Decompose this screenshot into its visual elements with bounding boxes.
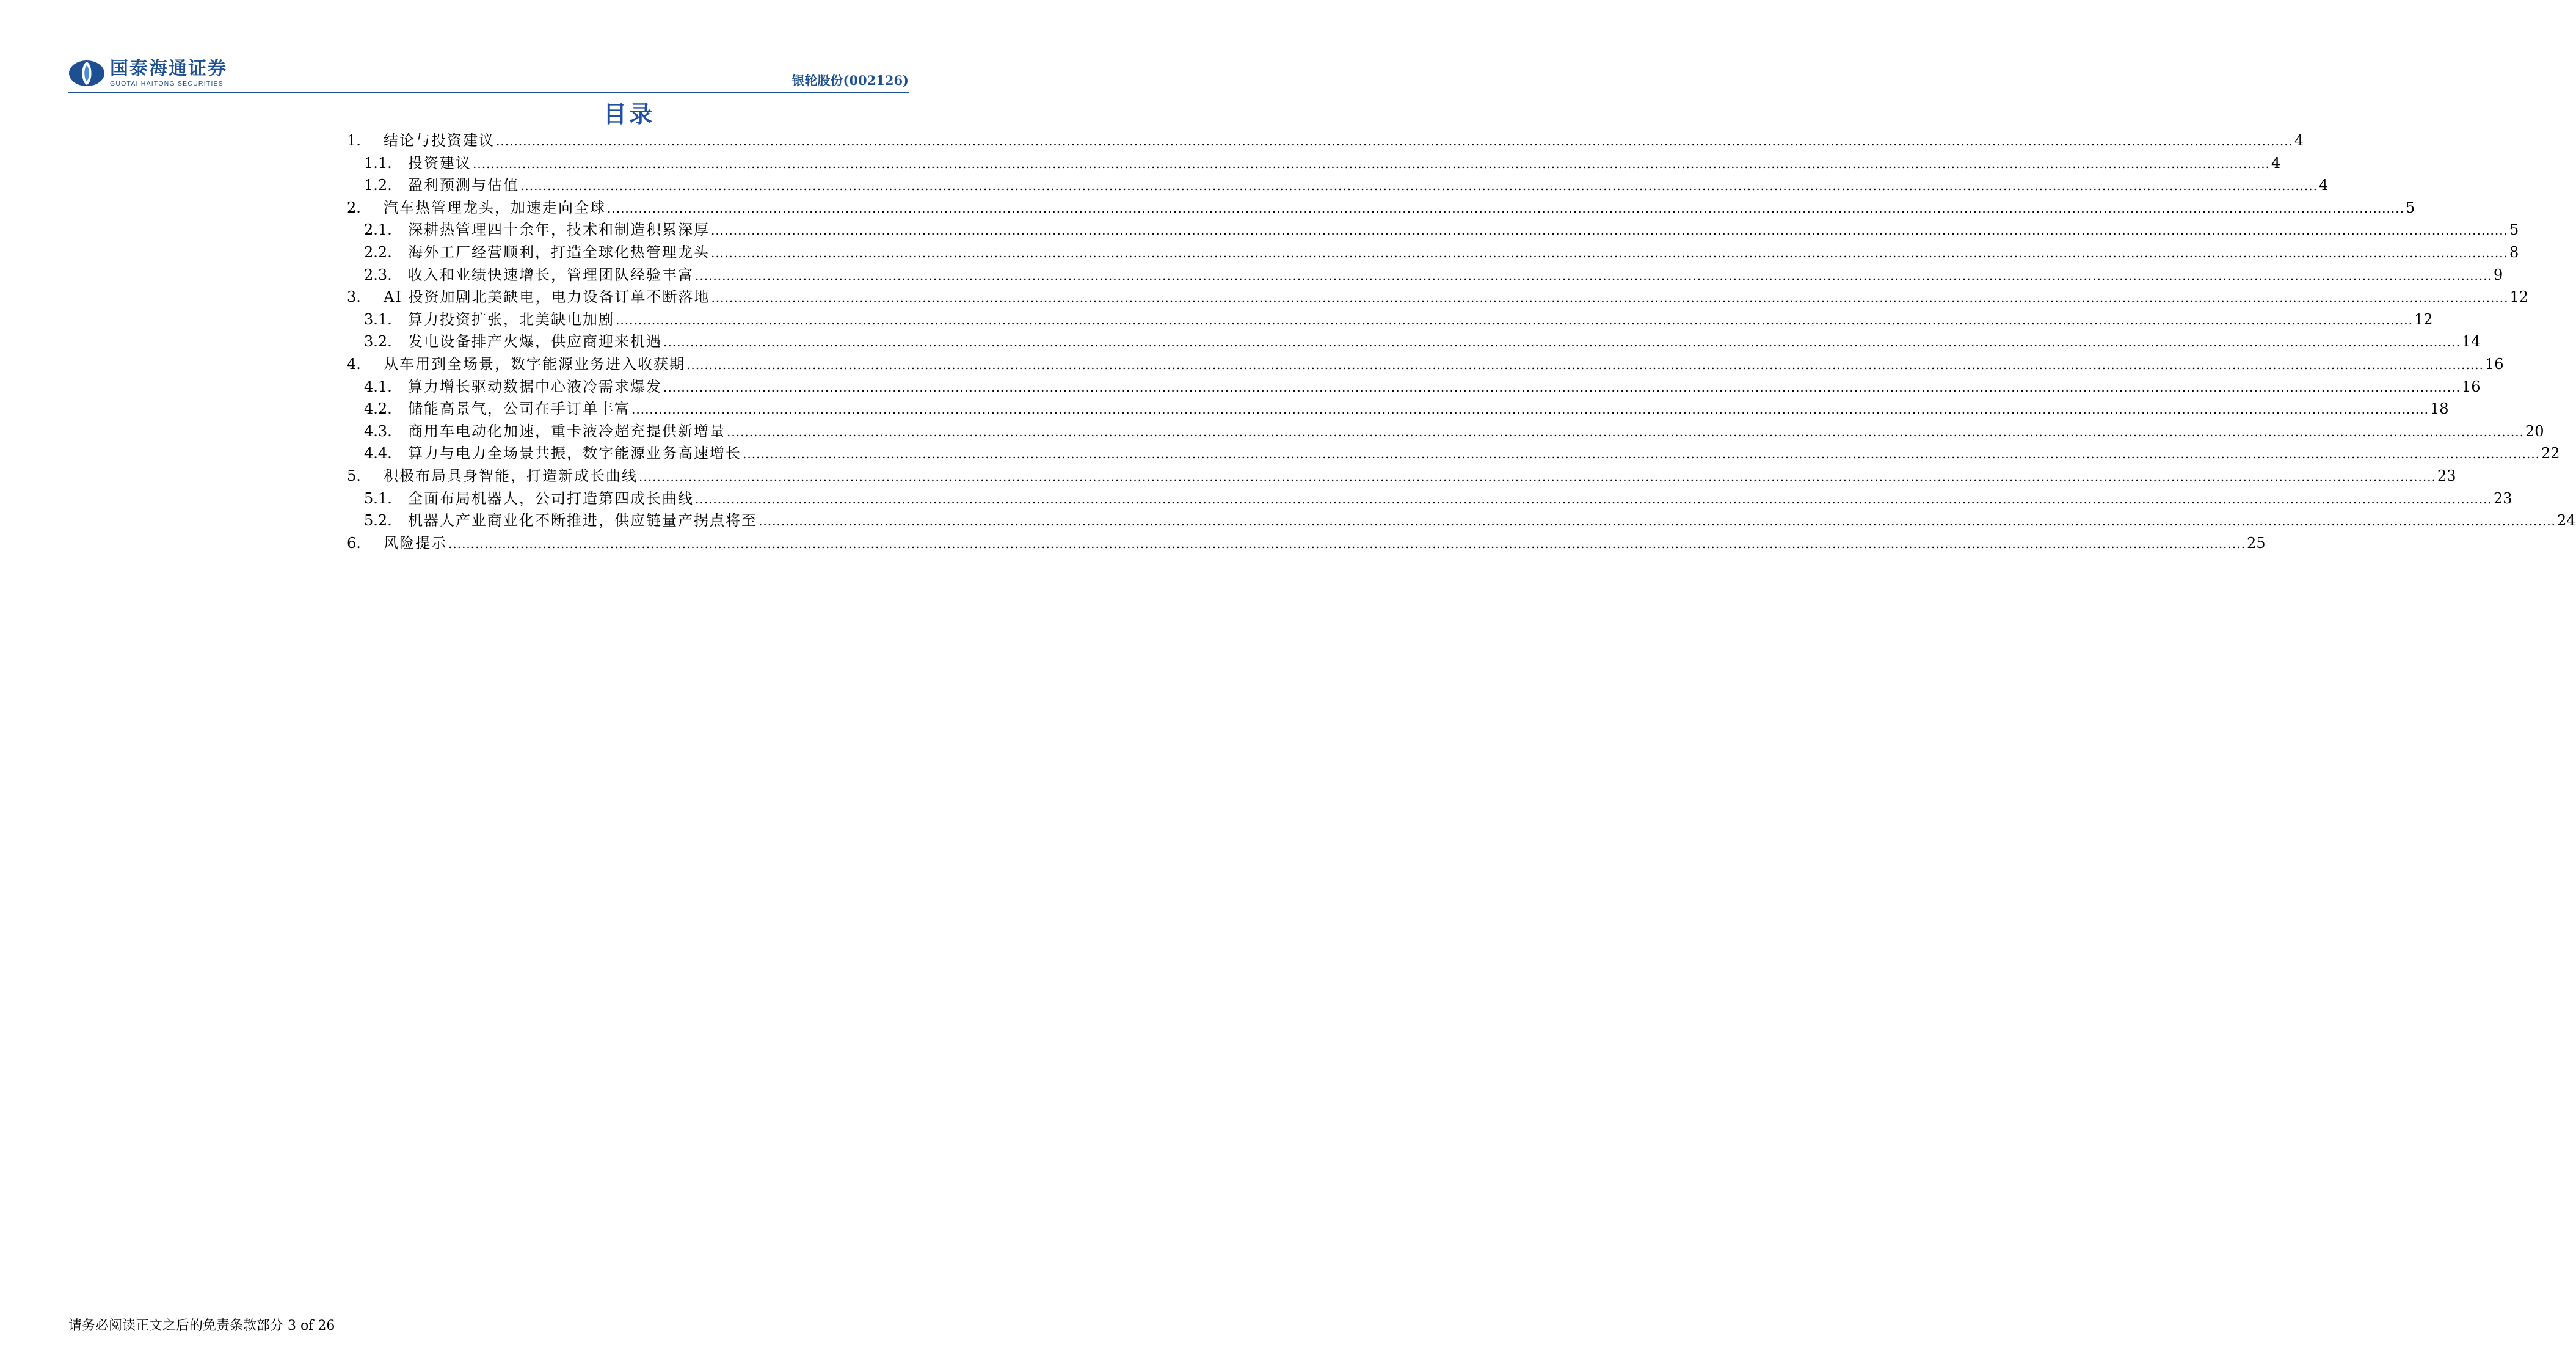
toc-entry-page: 23 — [2493, 489, 2512, 507]
toc-entry-number: 2. — [347, 199, 361, 216]
toc-entry-number: 4.3. — [364, 422, 392, 440]
toc-entry-title: 全面布局机器人，公司打造第四成长曲线 — [408, 489, 694, 507]
toc-dot-leader: ................................................................................................................................................................................................................................................................................................................................................................................................................ — [695, 268, 2492, 283]
toc-dot-leader: ................................................................................................................................................................................................................................................................................................................................................................................................................ — [711, 245, 2508, 260]
toc-dot-leader: ................................................................................................................................................................................................................................................................................................................................................................................................................ — [743, 447, 2540, 462]
toc-entry[interactable] — [347, 441, 2560, 464]
toc-entry-title: 发电设备排产火爆，供应商迎来机遇 — [408, 333, 662, 351]
toc-entry-number: 1.1. — [364, 154, 392, 172]
toc-entry-number: 1. — [347, 132, 361, 149]
toc-entry-title: 风险提示 — [384, 534, 447, 552]
toc-entry-title: 商用车电动化加速，重卡液冷超充提供新增量 — [408, 422, 726, 440]
toc-entry-page: 12 — [2509, 288, 2528, 306]
toc-entry-number: 4.2. — [364, 400, 392, 418]
toc-entry-number: 5.2. — [364, 512, 392, 530]
toc-entry[interactable] — [347, 419, 2544, 442]
toc-entry-page: 5 — [2509, 221, 2519, 239]
toc-dot-leader: ................................................................................................................................................................................................................................................................................................................................................................................................................ — [496, 134, 2293, 148]
toc-dot-leader: ................................................................................................................................................................................................................................................................................................................................................................................................................ — [695, 491, 2492, 506]
table-of-contents — [347, 128, 2576, 553]
toc-entry-title: 深耕热管理四十余年，技术和制造积累深厚 — [408, 221, 710, 239]
toc-entry-title: 机器人产业商业化不断推进，供应链量产拐点将至 — [408, 512, 757, 530]
toc-entry-page: 12 — [2414, 310, 2433, 328]
toc-entry[interactable] — [347, 486, 2512, 509]
toc-entry-title: 从车用到全场景，数字能源业务进入收获期 — [384, 355, 685, 373]
page-header — [0, 0, 970, 98]
brand-logo — [68, 59, 227, 87]
toc-entry-title: 结论与投资建议 — [384, 132, 495, 149]
toc-entry[interactable] — [347, 352, 2504, 374]
toc-entry[interactable] — [347, 531, 2266, 553]
toc-entry[interactable] — [347, 195, 2415, 218]
toc-entry[interactable] — [347, 374, 2481, 397]
toc-dot-leader: ................................................................................................................................................................................................................................................................................................................................................................................................................ — [631, 402, 2429, 417]
toc-entry-page: 4 — [2318, 177, 2329, 194]
toc-entry-page: 25 — [2246, 534, 2266, 552]
toc-entry-title: 算力投资扩张，北美缺电加剧 — [408, 310, 614, 328]
toc-title: 目录 — [603, 101, 655, 128]
toc-entry-number: 4.4. — [364, 445, 392, 462]
toc-entry-page: 4 — [2271, 154, 2281, 172]
toc-entry[interactable] — [347, 285, 2528, 307]
toc-entry-number: 2.2. — [364, 243, 392, 261]
toc-entry[interactable] — [347, 464, 2456, 486]
toc-entry-title: 算力增长驱动数据中心液冷需求爆发 — [408, 378, 662, 395]
toc-dot-leader: ................................................................................................................................................................................................................................................................................................................................................................................................................ — [711, 290, 2509, 305]
toc-dot-leader: ................................................................................................................................................................................................................................................................................................................................................................................................................ — [448, 536, 2246, 551]
toc-dot-leader: ................................................................................................................................................................................................................................................................................................................................................................................................................ — [727, 424, 2524, 439]
toc-entry-title: 汽车热管理龙头，加速走向全球 — [384, 199, 606, 216]
toc-entry-number: 3. — [347, 288, 361, 306]
toc-entry-title: 算力与电力全场景共振，数字能源业务高速增长 — [408, 445, 741, 462]
toc-entry-number: 2.3. — [364, 266, 392, 283]
toc-entry-page: 9 — [2493, 266, 2503, 283]
toc-dot-leader: ................................................................................................................................................................................................................................................................................................................................................................................................................ — [639, 469, 2436, 484]
toc-dot-leader: ................................................................................................................................................................................................................................................................................................................................................................................................................ — [520, 178, 2318, 194]
toc-entry-number: 2.1. — [364, 221, 392, 239]
toc-entry-page: 22 — [2541, 445, 2560, 462]
toc-entry-number: 4.1. — [364, 378, 392, 395]
toc-entry-title: 储能高景气，公司在手订单丰富 — [408, 400, 630, 418]
company-ticker: 银轮股份(002126) — [791, 73, 909, 88]
toc-entry[interactable] — [347, 307, 2433, 330]
toc-entry[interactable] — [347, 508, 2576, 531]
toc-entry-page: 24 — [2556, 512, 2576, 530]
toc-entry-page: 16 — [2484, 355, 2504, 373]
toc-dot-leader: ................................................................................................................................................................................................................................................................................................................................................................................................................ — [759, 514, 2556, 529]
toc-dot-leader: ................................................................................................................................................................................................................................................................................................................................................................................................................ — [686, 357, 2484, 372]
toc-entry-title: 盈利预测与估值 — [408, 177, 519, 194]
toc-entry[interactable] — [347, 263, 2503, 285]
toc-entry-page: 4 — [2294, 132, 2304, 149]
toc-entry-page: 18 — [2429, 400, 2449, 418]
toc-entry-page: 14 — [2461, 333, 2481, 351]
toc-entry-title: 收入和业绩快速增长，管理团队经验丰富 — [408, 266, 694, 283]
toc-entry-page: 5 — [2405, 199, 2415, 216]
toc-entry-number: 3.2. — [364, 333, 392, 351]
toc-entry-number: 3.1. — [364, 310, 392, 328]
header-divider — [68, 92, 909, 93]
page-footer: 请务必阅读正文之后的免责条款部分 3 of 26 — [68, 1318, 335, 1334]
toc-entry-title: 投资建议 — [408, 154, 471, 172]
toc-entry-number: 5. — [347, 467, 361, 484]
toc-dot-leader: ................................................................................................................................................................................................................................................................................................................................................................................................................ — [663, 379, 2461, 395]
toc-entry[interactable] — [347, 396, 2449, 419]
logo-chinese-name: 国泰海通证券 — [110, 58, 227, 79]
toc-entry-title: 积极布局具身智能，打造新成长曲线 — [384, 467, 638, 484]
toc-entry[interactable] — [347, 128, 2304, 151]
toc-entry-page: 8 — [2509, 243, 2519, 261]
toc-entry-number: 5.1. — [364, 489, 392, 507]
toc-entry[interactable] — [347, 240, 2519, 263]
toc-dot-leader: ................................................................................................................................................................................................................................................................................................................................................................................................................ — [607, 200, 2404, 216]
toc-entry-title: 海外工厂经营顺利，打造全球化热管理龙头 — [408, 243, 710, 261]
toc-entry-page: 20 — [2525, 422, 2544, 440]
toc-dot-leader: ................................................................................................................................................................................................................................................................................................................................................................................................................ — [616, 312, 2413, 327]
toc-entry-page: 23 — [2437, 467, 2456, 484]
logo-english-name: GUOTAI HAITONG SECURITIES — [110, 80, 224, 87]
toc-entry-number: 6. — [347, 534, 361, 552]
toc-entry[interactable] — [347, 173, 2329, 195]
logo-mark-icon — [68, 60, 105, 87]
toc-entry-number: 1.2. — [364, 177, 392, 194]
toc-entry[interactable] — [347, 151, 2281, 173]
toc-entry[interactable] — [347, 329, 2481, 352]
toc-dot-leader: ................................................................................................................................................................................................................................................................................................................................................................................................................ — [473, 156, 2270, 171]
toc-entry-title: AI 投资加剧北美缺电，电力设备订单不断落地 — [384, 288, 710, 306]
toc-entry[interactable] — [347, 217, 2519, 240]
toc-dot-leader: ................................................................................................................................................................................................................................................................................................................................................................................................................ — [663, 335, 2461, 350]
toc-entry-page: 16 — [2461, 378, 2481, 395]
toc-dot-leader: ................................................................................................................................................................................................................................................................................................................................................................................................................ — [711, 223, 2508, 238]
toc-entry-number: 4. — [347, 355, 361, 373]
